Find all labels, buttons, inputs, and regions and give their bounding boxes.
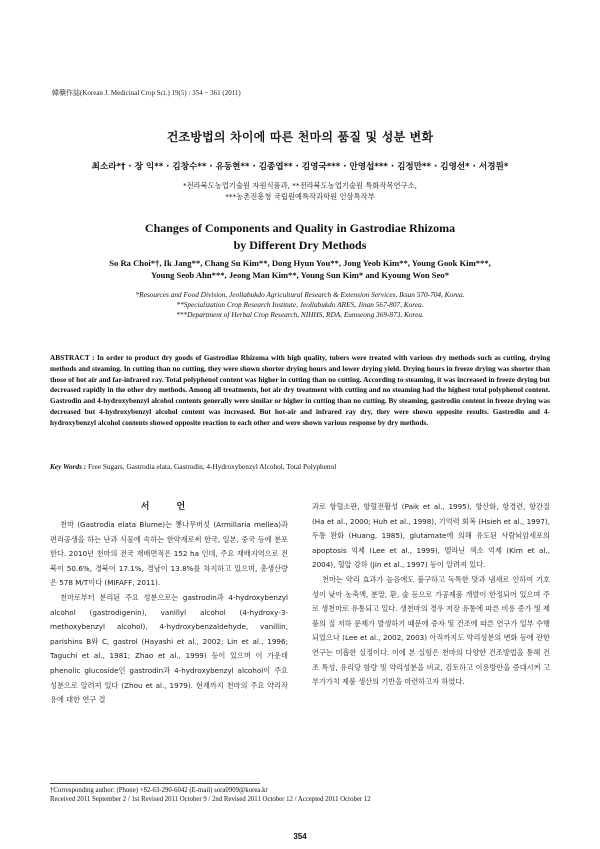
english-authors-line: So Ra Choi*†, Ik Jang**, Chang Su Kim**, Dong Hyun You**, Jong Yeob Kim**, Young Gook Kim***, [109, 258, 491, 268]
body-paragraph: 과로 항혈소판, 항혈전활성 (Paik et al., 1995), 항산화, 항경련, 항간질 (Ha et al., 2000; Huh et al., 1998), 기억력 회복 (Hsieh et al., 1997), 두통 완화 (Huang, 1985), glutamate에 의해 유도된 사람뇌암세포의 apoptosis 억제 (Lee et al., 1999), 멜라닌 색소 억제 (Kim et al., 2004), 혈압 강하 (Jin et al., 1997) 등이 알려져 있다. [312, 502, 550, 570]
keywords-label: Key Words : [50, 462, 87, 471]
english-affiliation-line: *Resources and Food Division, Jeollabukdo Agricultural Research & Extension Services, Iksan 570-704, Korea. [135, 290, 465, 299]
english-affiliation-line: ***Department of Herbal Crop Research, NIHHS, RDA, Eumseong 369-873, Korea. [176, 310, 424, 319]
footnote-divider [50, 783, 260, 784]
english-title-line: Changes of Components and Quality in Gastrodiae Rhizoma [144, 221, 456, 235]
korean-title: 건조방법의 차이에 따른 천마의 품질 및 성분 변화 [166, 130, 434, 144]
body-paragraph: 천마로부터 분리된 주요 성분으로는 gastrodin과 4-hydroxybenzyl alcohol (gastrodigenin), vanillyl alcohol (4-hydroxy-3-methoxybenzyl alcohol), 4-hydroxybenzaldehyde, vanillin, parishins B와 C, gastrol (Hayashi et al., 2002; Lin et al., 1996; Taguchi et al., 1981; Zhao et al., 1999) 등이 있으며 이 가운데 phenolic glucoside인 gastrodin과 4-hydroxybenzyl alcohol이 주요 성분으로 알려져 있다 (Zhou et al., 1979). 현재까지 천마의 주요 약리작용에 대한 연구 결 [50, 592, 288, 705]
korean-authors: 최소라*† · 장 익** · 김창수** · 유동현** · 김종엽** · 김영국*** · 안영섭*** · 김정만** · 김영선* · 서경원* [91, 162, 509, 172]
keywords-text: Free Sugars, Gastrodia elata, Gastrodin, 4-Hydroxybenzyl Alcohol, Total Polyphenol [88, 462, 337, 471]
english-affiliations [30, 290, 570, 320]
english-title [0, 220, 600, 254]
korean-affiliations [40, 180, 560, 202]
keywords [50, 462, 550, 472]
abstract: ABSTRACT : In order to product dry goods of Gastrodiae Rhizoma with high quality, tubers were treated with various dry methods such as cutting, drying methods and steaming. In cutting than no cutting, they were shown shorter drying hours and lower drying yield. Drying hours in freeze drying was shorter than those of hot air and far-infrared ray. Total polyphenol content was higher in cutting than no cutting. According to steaming, it was increased in freeze drying but decreased rapidly in the other dry methods. Among all treatments, hot air dry treatment with cutting and no steaming had the highest total polyphenol content. Gastrodin and 4-hydroxybenzyl alcohol contents generally were similar or higher in cutting than no cutting. By steaming, gastrodin content in freeze drying was decreased but 4-hydroxybenzyl alcohol content was increased. But hot-air and infrared ray dry, they were shown opposite results. Gastrodin and 4-hydroxybenzyl alcohol contents showed opposite reaction to each other and were shown various response by dry methods. [50, 353, 550, 427]
body-column-right [312, 500, 550, 690]
page-number: 354 [293, 832, 307, 841]
journal-citation: 韓藥作誌(Korean J. Medicinal Crop Sci.) 19(5) : 354 − 361 (2011) [52, 89, 241, 97]
english-title-line: by Different Dry Methods [233, 238, 367, 252]
korean-affiliation-line: *전라북도농업기술원 자원식품과, **전라북도농업기술원 특화작목연구소, [182, 181, 417, 190]
body-paragraph: 천마는 약리 효과가 높음에도 불구하고 독특한 맛과 냄새로 인하여 기호성이 낮아 농축액, 분말, 환, 술 등으로 가공제품 개발이 한정되어 있으며 주로 생천마로 유통되고 있다. 생천마의 경우 저장 유통에 따른 비용 증가 및 제품의 질 저하 문제가 발생하기 때문에 증자 및 건조에 따른 연구가 일부 수행되었으나 (Lee et al., 2002, 2003) 아직까지도 약리성분의 변화 등에 관한 연구는 미흡한 실정이다. 이에 본 실험은 천마의 다양한 건조방법을 통해 건조 특성, 유리당 함량 및 약리성분을 비교, 검토하고 이용방안을 증대시켜 고부가가치 제품 생산의 기반을 마련하고자 하였다. [312, 574, 550, 687]
corresponding-author: †Corresponding author: (Phone) +82-63-290-6042 (E-mail) sora0909@korea.kr [50, 787, 268, 794]
footnote [50, 786, 550, 804]
english-authors-line: Young Seob Ahn***, Jeong Man Kim**, Young Sun Kim* and Kyoung Won Seo* [150, 270, 449, 280]
english-authors [30, 257, 570, 281]
body-paragraph: 천마 (Gastrodia elata Blume)는 뽕나무버섯 (Armillaria mellea)과 편리공생을 하는 난과 식물에 속하는 한약재로써 한국, 일본, 중국 등에 분포한다. 2010년 천마의 전국 재배면적은 152 ha 인데, 주요 재배지역으로 전북이 50.6%, 경북이 17.1%, 경남이 13.8%를 차지하고 있으며, 총생산량은 578 M/T이다 (MIFAFF, 2011). [50, 520, 288, 588]
english-affiliation-line: **Specialization Crop Research Institute, Jeollabukdo ARES, Jinan 567-807, Korea. [176, 300, 424, 309]
body-column-left [50, 500, 288, 708]
received-dates: Received 2011 September 2 / 1st Revised 2011 October 9 / 2nd Revised 2011 October 12 / Accepted 2011 October 12 [50, 796, 371, 803]
section-heading-introduction: 서 언 [140, 502, 198, 512]
korean-affiliation-line: ***농촌진흥청 국립원예특작과학원 인삼특작부 [225, 192, 375, 201]
